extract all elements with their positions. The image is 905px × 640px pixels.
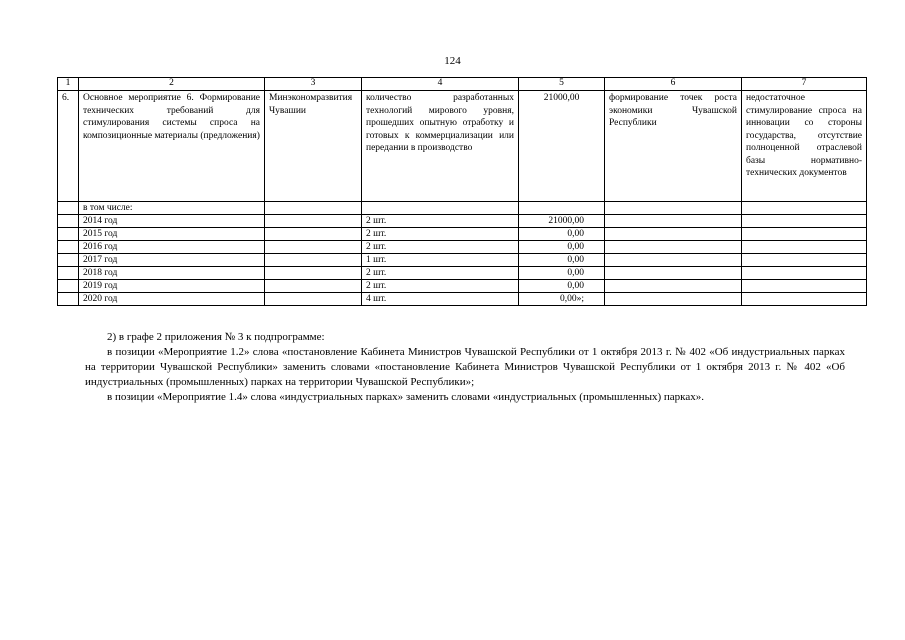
year-label: 2020 год xyxy=(79,293,265,306)
table-row xyxy=(58,228,867,241)
column-number: 2 xyxy=(79,78,265,91)
paragraph: 2) в графе 2 приложения № 3 к подпрограмме: xyxy=(107,331,325,343)
table-row xyxy=(58,241,867,254)
table-row xyxy=(58,293,867,306)
column-number: 1 xyxy=(58,78,79,91)
paragraph: в позиции «Мероприятие 1.2» слова «постановление Кабинета Министров Чувашской Республики от 1 октября 2013 г. № 402 «Об индустриальных парках на территории Чувашской Республики» заменить словами «постановление Кабинета Министров Чувашской Республики от 1 октября 2013 г. № 402 «Об индустриальных (промышленных) парках на территории Чувашской Республики»; xyxy=(85,346,845,388)
table-row xyxy=(58,267,867,280)
year-indicator: 2 шт. xyxy=(362,267,519,280)
year-indicator xyxy=(362,202,519,215)
executor-cell: Минэкономразвития Чувашии xyxy=(265,91,362,202)
year-label: 2018 год xyxy=(79,267,265,280)
table-row xyxy=(58,202,867,215)
year-value: 0,00 xyxy=(519,241,605,254)
year-label: 2019 год xyxy=(79,280,265,293)
indicator-cell: количество разработанных технологий мирового уровня, прошедших опытную отработку и готовых к коммерциализации или передании в производство xyxy=(362,91,519,202)
risks-cell: недостаточное стимулирование спроса на инновации со стороны государства, отсутствие полноценной отраслевой базы нормативно-технических документов xyxy=(742,91,867,202)
year-value xyxy=(519,202,605,215)
year-label: в том числе: xyxy=(79,202,265,215)
year-indicator: 4 шт. xyxy=(362,293,519,306)
measures-table xyxy=(57,77,867,306)
column-number: 4 xyxy=(362,78,519,91)
year-indicator: 2 шт. xyxy=(362,215,519,228)
result-cell: формирование точек роста экономики Чувашской Республики xyxy=(605,91,742,202)
value-cell: 21000,00 xyxy=(519,91,605,202)
year-value: 0,00 xyxy=(519,280,605,293)
main-measure-row xyxy=(58,91,867,202)
year-value: 0,00 xyxy=(519,267,605,280)
year-label: 2016 год xyxy=(79,241,265,254)
row-number: 6. xyxy=(58,91,79,202)
column-number-row xyxy=(58,78,867,91)
year-indicator: 2 шт. xyxy=(362,241,519,254)
column-number: 5 xyxy=(519,78,605,91)
paragraph: в позиции «Мероприятие 1.4» слова «индустриальных парках» заменить словами «индустриальных (промышленных) парках». xyxy=(107,391,704,403)
table-row xyxy=(58,215,867,228)
measure-name-cell: Основное мероприятие 6. Формирование технических требований для стимулирования системы спроса на композиционные материалы (предложения) xyxy=(79,91,265,202)
year-value: 0,00 xyxy=(519,254,605,267)
year-indicator: 1 шт. xyxy=(362,254,519,267)
page-number: 124 xyxy=(444,55,461,67)
table-row xyxy=(58,254,867,267)
column-number: 6 xyxy=(605,78,742,91)
year-label: 2014 год xyxy=(79,215,265,228)
year-value: 0,00»; xyxy=(519,293,605,306)
year-indicator: 2 шт. xyxy=(362,280,519,293)
column-number: 3 xyxy=(265,78,362,91)
body-text xyxy=(85,330,845,405)
year-indicator: 2 шт. xyxy=(362,228,519,241)
year-label: 2015 год xyxy=(79,228,265,241)
year-label: 2017 год xyxy=(79,254,265,267)
column-number: 7 xyxy=(742,78,867,91)
year-value: 21000,00 xyxy=(519,215,605,228)
table-row xyxy=(58,280,867,293)
year-value: 0,00 xyxy=(519,228,605,241)
